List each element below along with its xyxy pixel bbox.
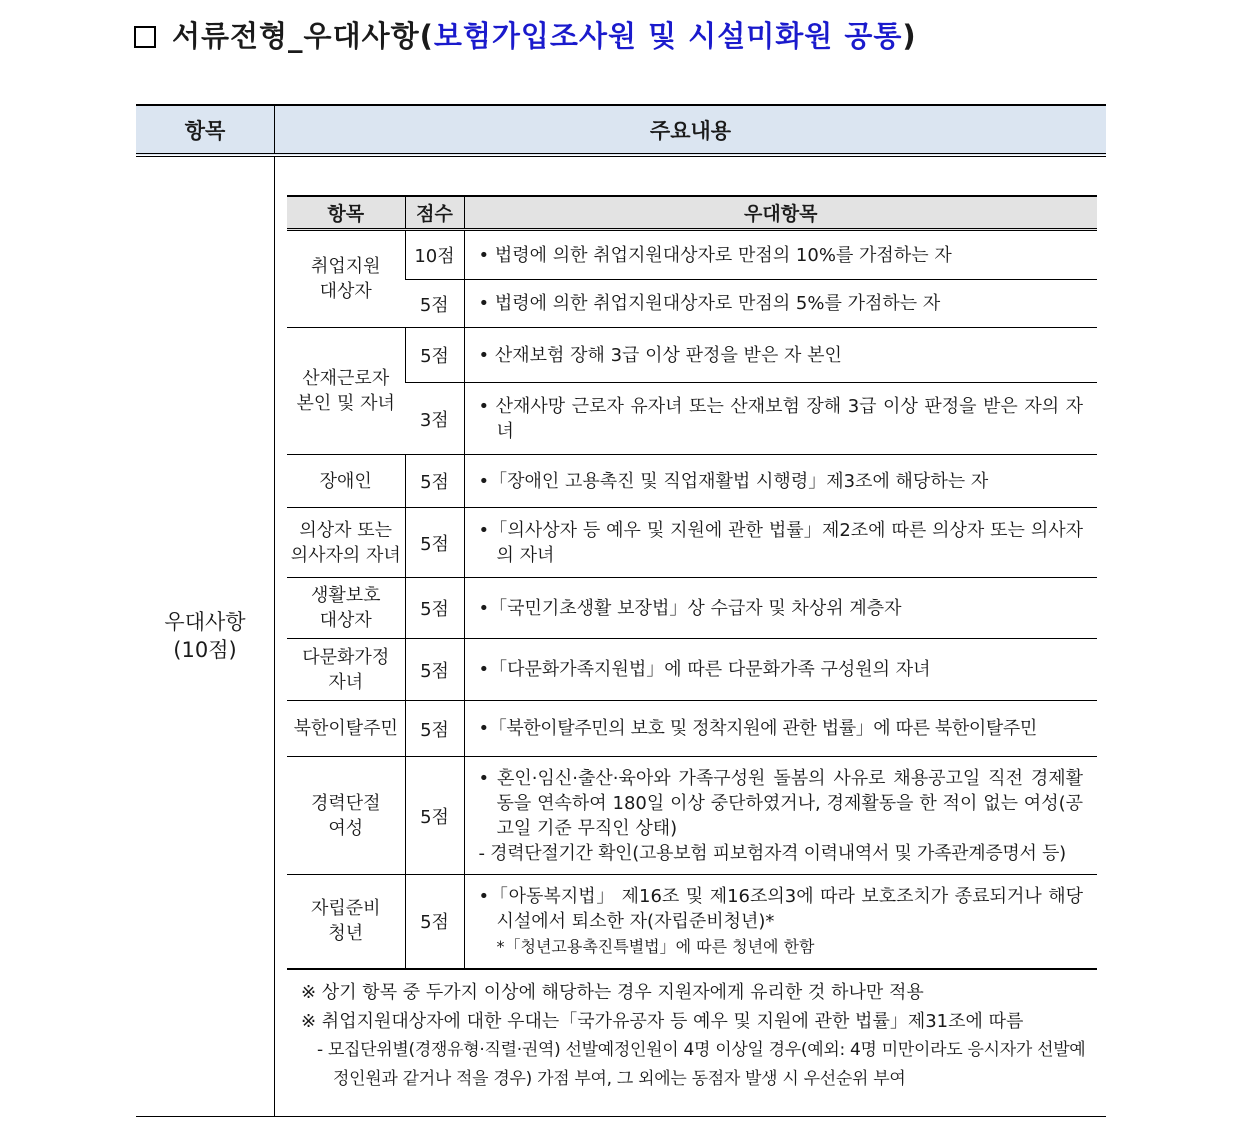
item-description: • 법령에 의한 취업지원대상자로 만점의 5%를 가점하는 자 (464, 280, 1097, 328)
item-description: •「아동복지법」 제16조 및 제16조의3에 따라 보호조치가 종료되거나 해당시설에서 퇴소한 자(자립준비청년)* *「청년고용촉진특별법」에 따른 청년에 한함 (464, 875, 1097, 969)
section-heading (134, 14, 917, 55)
note-line: ※ 상기 항목 중 두가지 이상에 해당하는 경우 지원자에게 유리한 것 하나만 적용 (301, 981, 924, 1003)
heading-title: 서류전형_우대사항( (172, 19, 434, 53)
item-description: •「의사상자 등 예우 및 지원에 관한 법률」제2조에 따른 의상자 또는 의사자의 자녀 (464, 508, 1097, 578)
checkbox-square-icon (134, 26, 156, 48)
table-row (287, 578, 1097, 639)
table-row (287, 328, 1097, 383)
item-points: 5점 (405, 578, 464, 639)
notes-section (287, 978, 1098, 1094)
outer-header-item: 항목 (136, 105, 275, 155)
item-points: 5점 (405, 757, 464, 875)
item-name: 취업지원 대상자 (287, 230, 405, 328)
item-description: • 혼인·임신·출산·육아와 가족구성원 돌봄의 사유로 채용공고일 직전 경제활동을 연속하여 180일 이상 중단하였거나, 경제활동을 한 적이 없는 여성(공고일 기준 무직인 상태) - 경력단절기간 확인(고용보험 피보험자격 이력내역서 및 가족관계증명서 등) (464, 757, 1097, 875)
preference-table (287, 195, 1097, 970)
inner-header-points: 점수 (405, 196, 464, 230)
table-row (287, 508, 1097, 578)
inner-header-item: 항목 (287, 196, 405, 230)
item-points: 5점 (405, 328, 464, 383)
item-name: 생활보호 대상자 (287, 578, 405, 639)
note-subline: - 모집단위별(경쟁유형·직렬·권역) 선발예정인원이 4명 이상일 경우(예외: 4명 미만이라도 응시자가 선발예정인원과 같거나 적을 경우) 가점 부여, 그 외에는 동점자 발생 시 우선순위 부여 (317, 1039, 1086, 1089)
row-label-line1: 우대사항 (164, 610, 246, 635)
item-points: 5점 (405, 280, 464, 328)
row-label-preference (136, 155, 275, 1116)
item-description: • 산재보험 장해 3급 이상 판정을 받은 자 본인 (464, 328, 1097, 383)
item-points: 5점 (405, 455, 464, 508)
table-row (287, 455, 1097, 508)
item-name: 의상자 또는 의사자의 자녀 (287, 508, 405, 578)
heading-title-highlight: 보험가입조사원 및 시설미화원 공통 (433, 19, 903, 53)
item-description: • 산재사망 근로자 유자녀 또는 산재보험 장해 3급 이상 판정을 받은 자의 자녀 (464, 383, 1097, 455)
table-row (287, 875, 1097, 969)
table-row (287, 280, 1097, 328)
item-points: 10점 (405, 230, 464, 280)
outer-table (136, 104, 1106, 1117)
item-name: 경력단절 여성 (287, 757, 405, 875)
item-name: 산재근로자 본인 및 자녀 (287, 328, 405, 455)
item-description: •「장애인 고용촉진 및 직업재활법 시행령」제3조에 해당하는 자 (464, 455, 1097, 508)
item-description: • 법령에 의한 취업지원대상자로 만점의 10%를 가점하는 자 (464, 230, 1097, 280)
item-points: 5점 (405, 508, 464, 578)
table-row (287, 383, 1097, 455)
note-line: ※ 취업지원대상자에 대한 우대는「국가유공자 등 예우 및 지원에 관한 법률」제31조에 따름 (301, 1010, 1024, 1032)
item-description: •「국민기초생활 보장법」상 수급자 및 차상위 계층자 (464, 578, 1097, 639)
inner-header-preference: 우대항목 (464, 196, 1097, 230)
main-content-cell (275, 155, 1107, 1116)
item-name: 장애인 (287, 455, 405, 508)
heading-title-close: ) (902, 19, 917, 53)
item-description: •「북한이탈주민의 보호 및 정착지원에 관한 법률」에 따른 북한이탈주민 (464, 701, 1097, 757)
outer-header-content: 주요내용 (275, 105, 1107, 155)
item-points: 5점 (405, 639, 464, 701)
table-row (287, 701, 1097, 757)
item-points: 5점 (405, 701, 464, 757)
item-name: 자립준비 청년 (287, 875, 405, 969)
row-label-line2: (10점) (173, 638, 237, 663)
footnote: *「청년고용촉진특별법」에 따른 청년에 한함 (496, 936, 815, 956)
item-name: 북한이탈주민 (287, 701, 405, 757)
item-name: 다문화가정 자녀 (287, 639, 405, 701)
table-row (287, 757, 1097, 875)
item-points: 5점 (405, 875, 464, 969)
item-description: •「다문화가족지원법」에 따른 다문화가족 구성원의 자녀 (464, 639, 1097, 701)
table-row (287, 230, 1097, 280)
table-row (287, 639, 1097, 701)
item-points: 3점 (405, 383, 464, 455)
